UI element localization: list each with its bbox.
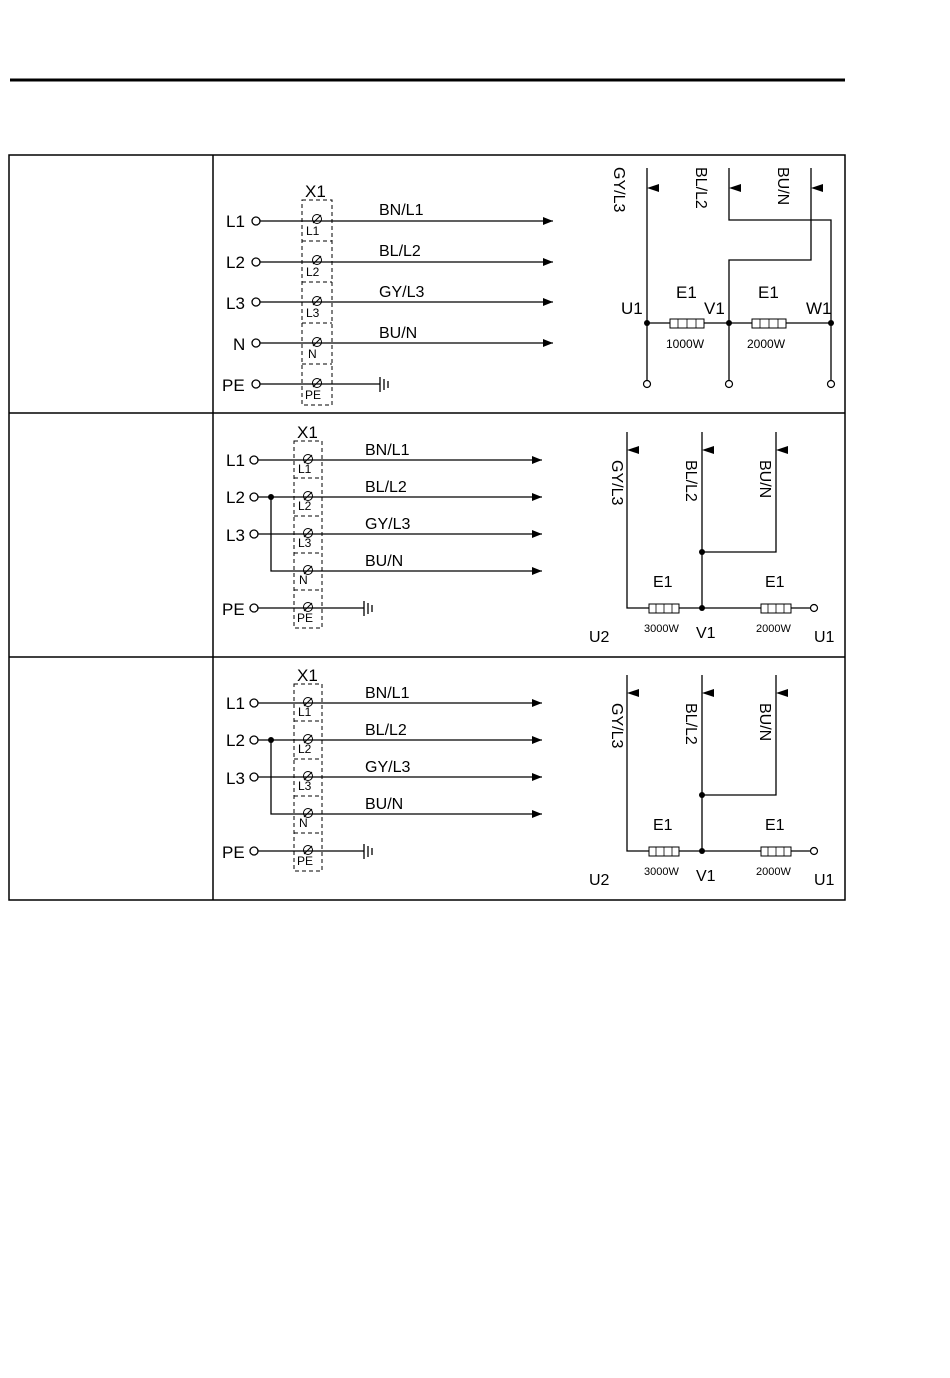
row-3-heater-circuit <box>589 675 835 889</box>
wire-label-bl-l2: BL/L2 <box>365 722 407 739</box>
node-label-v1: V1 <box>696 625 716 642</box>
heater-power: 3000W <box>644 623 679 635</box>
input-label-l2: L2 <box>226 488 245 507</box>
wire-label-bn-l1: BN/L1 <box>365 685 410 702</box>
wiring-table <box>9 155 845 900</box>
heater-power: 2000W <box>756 866 791 878</box>
wire-label-bu-n: BU/N <box>379 325 418 342</box>
row-2-heater-circuit <box>589 432 835 646</box>
input-label-l3: L3 <box>226 526 245 545</box>
terminal-label-l3: L3 <box>306 306 320 320</box>
terminal-label-n: N <box>299 816 308 830</box>
feed-label-gy-l3: GY/L3 <box>610 167 627 213</box>
input-label-pe: PE <box>222 376 245 395</box>
node-label-w1: W1 <box>806 299 832 318</box>
terminal-label-pe: PE <box>305 388 322 402</box>
feed-label-bu-n: BU/N <box>756 703 773 742</box>
heater-name: E1 <box>653 817 673 834</box>
node-label-v1: V1 <box>704 299 725 318</box>
node-label-u1: U1 <box>621 299 643 318</box>
feed-label-bu-n: BU/N <box>756 460 773 499</box>
terminal-label-pe: PE <box>297 611 314 625</box>
input-label-n: N <box>233 335 246 354</box>
heater-power: 2000W <box>747 337 786 351</box>
heater-name: E1 <box>676 283 697 302</box>
input-label-l2: L2 <box>226 253 245 272</box>
node-label-v1: V1 <box>696 868 716 885</box>
feed-label-bl-l2: BL/L2 <box>692 167 709 209</box>
wire-label-gy-l3: GY/L3 <box>365 759 411 776</box>
row-3-terminal-diagram <box>222 666 542 871</box>
wire-label-bl-l2: BL/L2 <box>379 243 421 260</box>
feed-label-gy-l3: GY/L3 <box>608 460 625 506</box>
input-label-l1: L1 <box>226 694 245 713</box>
terminal-label-l3: L3 <box>298 779 312 793</box>
node-label-u1: U1 <box>814 872 835 889</box>
wire-label-bu-n: BU/N <box>365 553 404 570</box>
heater-name: E1 <box>758 283 779 302</box>
terminal-label-l2: L2 <box>298 742 312 756</box>
terminal-label-l3: L3 <box>298 536 312 550</box>
heater-name: E1 <box>653 574 673 591</box>
input-label-l3: L3 <box>226 769 245 788</box>
input-label-l3: L3 <box>226 294 245 313</box>
wire-label-gy-l3: GY/L3 <box>365 516 411 533</box>
input-label-l1: L1 <box>226 212 245 231</box>
terminal-label-l1: L1 <box>298 462 312 476</box>
node-label-u2: U2 <box>589 629 610 646</box>
wire-label-bn-l1: BN/L1 <box>379 202 424 219</box>
feed-label-bl-l2: BL/L2 <box>682 703 699 745</box>
row-1-heater-circuit <box>610 167 835 388</box>
terminal-label-n: N <box>299 573 308 587</box>
terminal-block-label: X1 <box>297 423 318 442</box>
heater-power: 1000W <box>666 337 705 351</box>
terminal-label-l1: L1 <box>298 705 312 719</box>
input-label-l1: L1 <box>226 451 245 470</box>
node-label-u2: U2 <box>589 872 610 889</box>
wire-label-bn-l1: BN/L1 <box>365 442 410 459</box>
heater-name: E1 <box>765 574 785 591</box>
feed-label-bl-l2: BL/L2 <box>682 460 699 502</box>
node-label-u1: U1 <box>814 629 835 646</box>
input-label-pe: PE <box>222 600 245 619</box>
row-2-terminal-diagram <box>222 423 542 628</box>
wire-label-bu-n: BU/N <box>365 796 404 813</box>
terminal-label-l2: L2 <box>298 499 312 513</box>
feed-label-bu-n: BU/N <box>774 167 791 206</box>
terminal-label-pe: PE <box>297 854 314 868</box>
input-label-pe: PE <box>222 843 245 862</box>
terminal-label-n: N <box>308 347 317 361</box>
wire-label-gy-l3: GY/L3 <box>379 284 425 301</box>
terminal-block-label: X1 <box>305 182 326 201</box>
feed-label-gy-l3: GY/L3 <box>608 703 625 749</box>
terminal-label-l2: L2 <box>306 265 320 279</box>
terminal-block-label: X1 <box>297 666 318 685</box>
heater-power: 2000W <box>756 623 791 635</box>
row-1-terminal-diagram <box>222 182 553 405</box>
terminal-label-l1: L1 <box>306 224 320 238</box>
heater-name: E1 <box>765 817 785 834</box>
heater-power: 3000W <box>644 866 679 878</box>
input-label-l2: L2 <box>226 731 245 750</box>
wire-label-bl-l2: BL/L2 <box>365 479 407 496</box>
